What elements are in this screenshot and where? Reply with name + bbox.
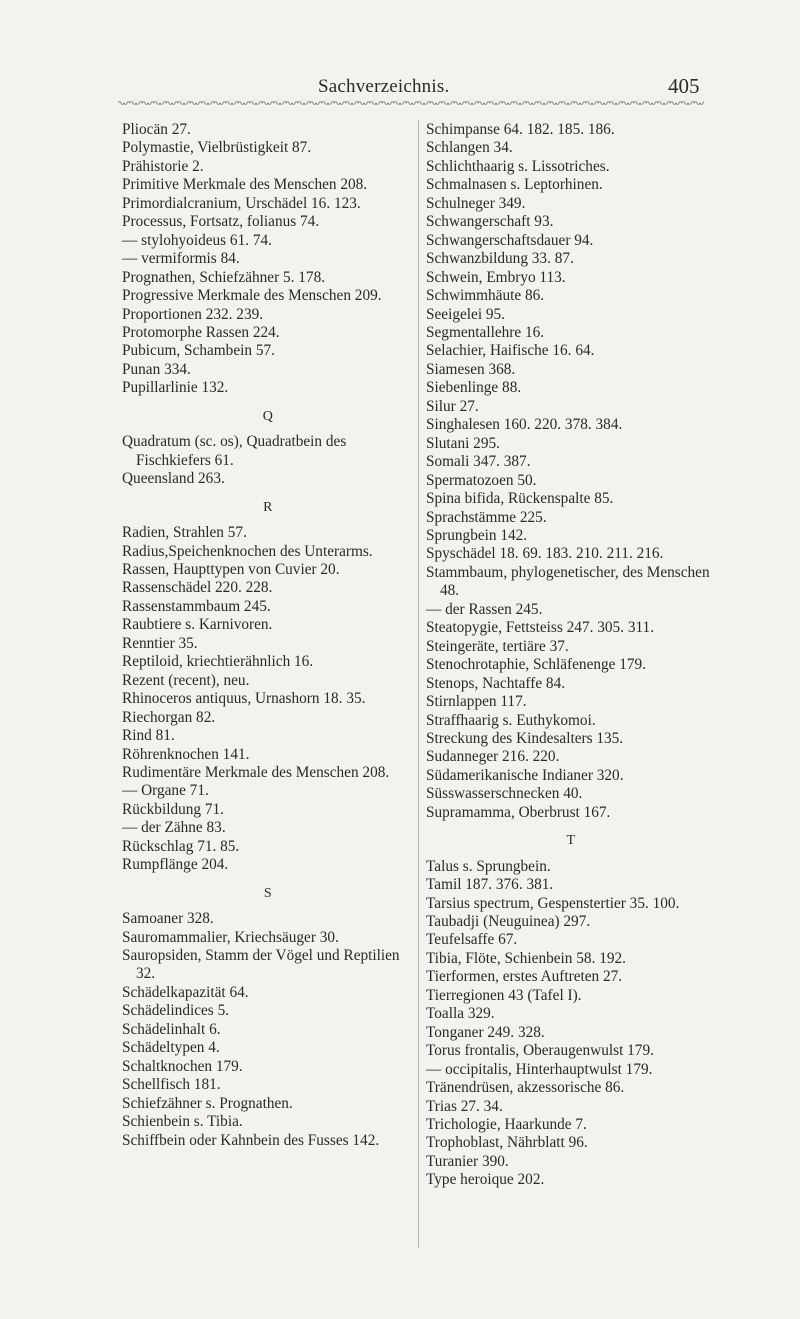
index-entry: Schaltknochen 179. [122,1057,243,1075]
index-entry: Radius,Speichenknochen des Unterarms. [122,542,373,560]
index-entry: Renntier 35. [122,634,198,652]
wavy-rule-ornament [118,99,704,107]
index-entry: Sprachstämme 225. [426,508,547,526]
index-entry: Stenops, Nachtaffe 84. [426,674,566,692]
index-entry: Rückschlag 71. 85. [122,837,240,855]
column-divider [418,120,419,1248]
index-entry: — vermiformis 84. [122,250,240,268]
index-entry: Spina bifida, Rückenspalte 85. [426,490,614,508]
index-entry: Spermatozoen 50. [426,471,537,489]
index-entry: Trophoblast, Nährblatt 96. [426,1134,588,1152]
index-entry: Stenochrotaphie, Schläfenenge 179. [426,656,647,674]
index-entry: Schulneger 349. [426,194,526,212]
page-header [0,66,800,106]
index-entry: Prähistorie 2. [122,157,204,175]
index-entry: Teufelsaffe 67. [426,931,518,949]
index-entry: Tamil 187. 376. 381. [426,876,554,894]
index-entry: Schellfisch 181. [122,1076,221,1094]
index-column-left [122,121,414,1150]
index-entry: Tonganer 249. 328. [426,1023,545,1041]
section-letter: S [263,885,273,901]
index-entry: Siamesen 368. [426,360,516,378]
index-entry: Rassenschädel 220. 228. [122,579,273,597]
index-entry: Punan 334. [122,360,191,378]
index-entry: Rudimentäre Merkmale des Menschen 208. [122,763,390,781]
index-entry: Turanier 390. [426,1152,509,1170]
index-entry: — der Zähne 83. [122,819,226,837]
index-entry: Rhinoceros antiquus, Urnashorn 18. 35. [122,690,366,708]
index-entry: Trichologie, Haarkunde 7. [426,1116,587,1134]
index-entry: Süsswasserschnecken 40. [426,785,583,803]
index-entry: Rind 81. [122,727,175,745]
index-entry: Tierregionen 43 (Tafel I). [426,986,582,1004]
index-entry: Pupillarlinie 132. [122,379,229,397]
index-entry: Quadratum (sc. os), Quadratbein des Fischkiefers 61. [122,433,347,469]
index-entry: Primitive Merkmale des Menschen 208. [122,176,368,194]
index-entry: Polymastie, Vielbrüstigkeit 87. [122,139,312,157]
index-entry: Tibia, Flöte, Schienbein 58. 192. [426,949,626,967]
index-entry: Rückbildung 71. [122,800,224,818]
index-entry: Slutani 295. [426,434,500,452]
index-entry: Schwimmhäute 86. [426,287,545,305]
index-entry: Tierformen, erstes Auftreten 27. [426,968,623,986]
index-entry: Pliocän 27. [122,121,191,138]
index-entry: Stirnlappen 117. [426,693,527,711]
index-entry: Rezent (recent), neu. [122,671,250,689]
section-letter: T [566,833,576,849]
index-entry: Rassenstammbaum 245. [122,597,271,615]
index-entry: Talus s. Sprungbein. [426,857,551,875]
index-entry: — stylohyoideus 61. 74. [122,231,272,249]
index-entry: Schlangen 34. [426,139,513,157]
index-entry: Silur 27. [426,397,479,415]
index-entry: Toalla 329. [426,1005,495,1023]
index-entry: Straffhaarig s. Euthykomoi. [426,711,596,729]
index-entry: Torus frontalis, Oberaugenwulst 179. [426,1042,654,1060]
index-entry: Proportionen 232. 239. [122,305,264,323]
index-entry: Röhrenknochen 141. [122,745,250,763]
index-entry: Schimpanse 64. 182. 185. 186. [426,121,615,138]
index-column-right [426,121,716,1190]
index-entry: Schmalnasen s. Leptorhinen. [426,176,603,194]
index-entry: Progressive Merkmale des Menschen 209. [122,287,382,305]
index-entry: Samoaner 328. [122,910,214,928]
index-entry: Tränendrüsen, akzessorische 86. [426,1079,625,1097]
index-entry: Streckung des Kindesalters 135. [426,729,624,747]
page-number: 405 [668,74,700,98]
index-entry: Schienbein s. Tibia. [122,1113,243,1131]
index-entry: Steingeräte, tertiäre 37. [426,637,569,655]
index-entry: Sauromammalier, Kriechsäuger 30. [122,928,339,946]
index-entry: Type heroique 202. [426,1171,545,1189]
index-entry: Trias 27. 34. [426,1097,503,1115]
index-entry: Schädeltypen 4. [122,1039,220,1057]
running-title: Sachverzeichnis. [318,76,450,97]
index-entry: Schlichthaarig s. Lissotriches. [426,157,610,175]
index-entry: Somali 347. 387. [426,453,531,471]
index-entry: Pubicum, Schambein 57. [122,342,275,360]
index-entry: Selachier, Haifische 16. 64. [426,342,595,360]
index-entry: Südamerikanische Indianer 320. [426,766,624,784]
index-entry: — occipitalis, Hinterhauptwulst 179. [426,1060,653,1078]
index-entry: Rumpflänge 204. [122,856,229,874]
index-entry: Schädelindices 5. [122,1002,230,1020]
index-entry: Primordialcranium, Urschädel 16. 123. [122,194,361,212]
index-entry: Schiefzähner s. Prognathen. [122,1094,293,1112]
index-entry: Prognathen, Schiefzähner 5. 178. [122,268,326,286]
index-entry: — der Rassen 245. [426,600,543,618]
index-entry: — Organe 71. [122,782,209,800]
section-letter: Q [262,408,274,424]
index-entry: Seeigelei 95. [426,305,506,323]
index-entry: Sprungbein 142. [426,526,528,544]
index-entry: Schiffbein oder Kahnbein des Fusses 142. [122,1131,380,1149]
index-entry: Siebenlinge 88. [426,379,522,397]
index-entry: Supramamma, Oberbrust 167. [426,803,611,821]
index-entry: Singhalesen 160. 220. 378. 384. [426,416,623,434]
index-entry: Reptiloid, kriechtierähnlich 16. [122,653,314,671]
index-entry: Queensland 263. [122,470,225,488]
index-entry: Sauropsiden, Stamm der Vögel und Reptilien 32. [122,947,400,983]
index-entry: Tarsius spectrum, Gespenstertier 35. 100. [426,894,680,912]
index-entry: Stammbaum, phylogenetischer, des Menschen 48. [426,563,710,600]
index-entry: Schwein, Embryo 113. [426,268,566,286]
index-entry: Schädelkapazität 64. [122,983,249,1001]
index-entry: Spyschädel 18. 69. 183. 210. 211. 216. [426,545,664,563]
index-entry: Schwangerschaft 93. [426,213,554,231]
index-entry: Protomorphe Rassen 224. [122,323,280,341]
index-entry: Rassen, Haupttypen von Cuvier 20. [122,560,340,578]
section-letter: R [263,499,273,515]
index-entry: Raubtiere s. Karnivoren. [122,616,273,634]
index-entry: Taubadji (Neuguinea) 297. [426,913,591,931]
index-entry: Schwangerschaftsdauer 94. [426,231,594,249]
index-entry: Schwanzbildung 33. 87. [426,250,574,268]
index-entry: Sudanneger 216. 220. [426,748,560,766]
index-entry: Riechorgan 82. [122,708,216,726]
index-entry: Radien, Strahlen 57. [122,524,247,542]
index-entry: Processus, Fortsatz, folianus 74. [122,213,320,231]
index-entry: Steatopygie, Fettsteiss 247. 305. 311. [426,619,655,637]
index-entry: Schädelinhalt 6. [122,1020,221,1038]
index-entry: Segmentallehre 16. [426,323,545,341]
